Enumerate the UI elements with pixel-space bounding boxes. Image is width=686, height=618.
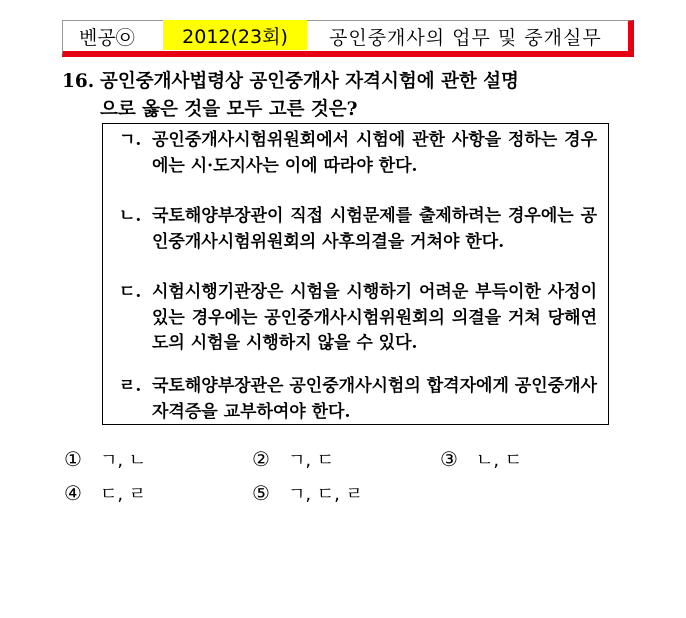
option-text: ㄴ, ㄷ [475, 450, 523, 471]
question-text-line1: 공인중개사법령상 공인중개사 자격시험에 관한 설명 [100, 71, 519, 92]
statement-text: 공인중개사시험위원회에서 시험에 관한 사항을 정하는 경우에는 시·도지사는 이에 따라야 한다. [152, 130, 597, 176]
option-number: ⑤ [252, 481, 270, 505]
question-text-line2: 으로 옳은 것을 모두 고른 것은? [100, 99, 358, 120]
statement-text: 국토해양부장관은 공인중개사시험의 합격자에게 공인중개사자격증을 교부하여야 한다. [152, 376, 597, 422]
statement-mark: ㄷ. [119, 282, 142, 302]
option-number: ① [64, 447, 82, 471]
statement-mark: ㄴ. [119, 206, 142, 226]
option-text: ㄱ, ㄴ [99, 450, 147, 471]
question-number: 16. [62, 71, 95, 92]
option-text: ㄱ, ㄷ, ㄹ [287, 484, 363, 505]
answer-option-3[interactable] [440, 446, 522, 472]
option-text: ㄷ, ㄹ [99, 484, 147, 505]
statement-text: 국토해양부장관이 직접 시험문제를 출제하려는 경우에는 공인중개사시험위원회의 사후의결을 거쳐야 한다. [152, 206, 597, 252]
brand-label: 벤공㉧ [79, 26, 135, 49]
statement-mark: ㄹ. [119, 376, 142, 396]
statement-box [102, 123, 609, 425]
answer-option-5[interactable] [252, 480, 363, 506]
answer-option-1[interactable] [64, 446, 146, 472]
answer-option-4[interactable] [64, 480, 146, 506]
option-text: ㄱ, ㄷ [287, 450, 335, 471]
statement-item [119, 374, 597, 425]
subject-title: 공인중개사의 업무 및 중개실무 [329, 26, 602, 49]
statement-item [119, 204, 597, 255]
exam-year-badge: 2012(23회) [163, 20, 307, 50]
exam-header [62, 20, 634, 57]
question-stem [62, 68, 622, 124]
statement-item [119, 128, 597, 179]
answer-option-2[interactable] [252, 446, 334, 472]
option-number: ② [252, 447, 270, 471]
option-number: ④ [64, 481, 82, 505]
statement-mark: ㄱ. [119, 130, 142, 150]
statement-item [119, 280, 597, 357]
option-number: ③ [440, 447, 458, 471]
statement-text: 시험시행기관장은 시험을 시행하기 어려운 부득이한 사정이 있는 경우에는 공인중개사시험위원회의 의결을 거쳐 당해연도의 시험을 시행하지 않을 수 있다. [152, 282, 597, 354]
